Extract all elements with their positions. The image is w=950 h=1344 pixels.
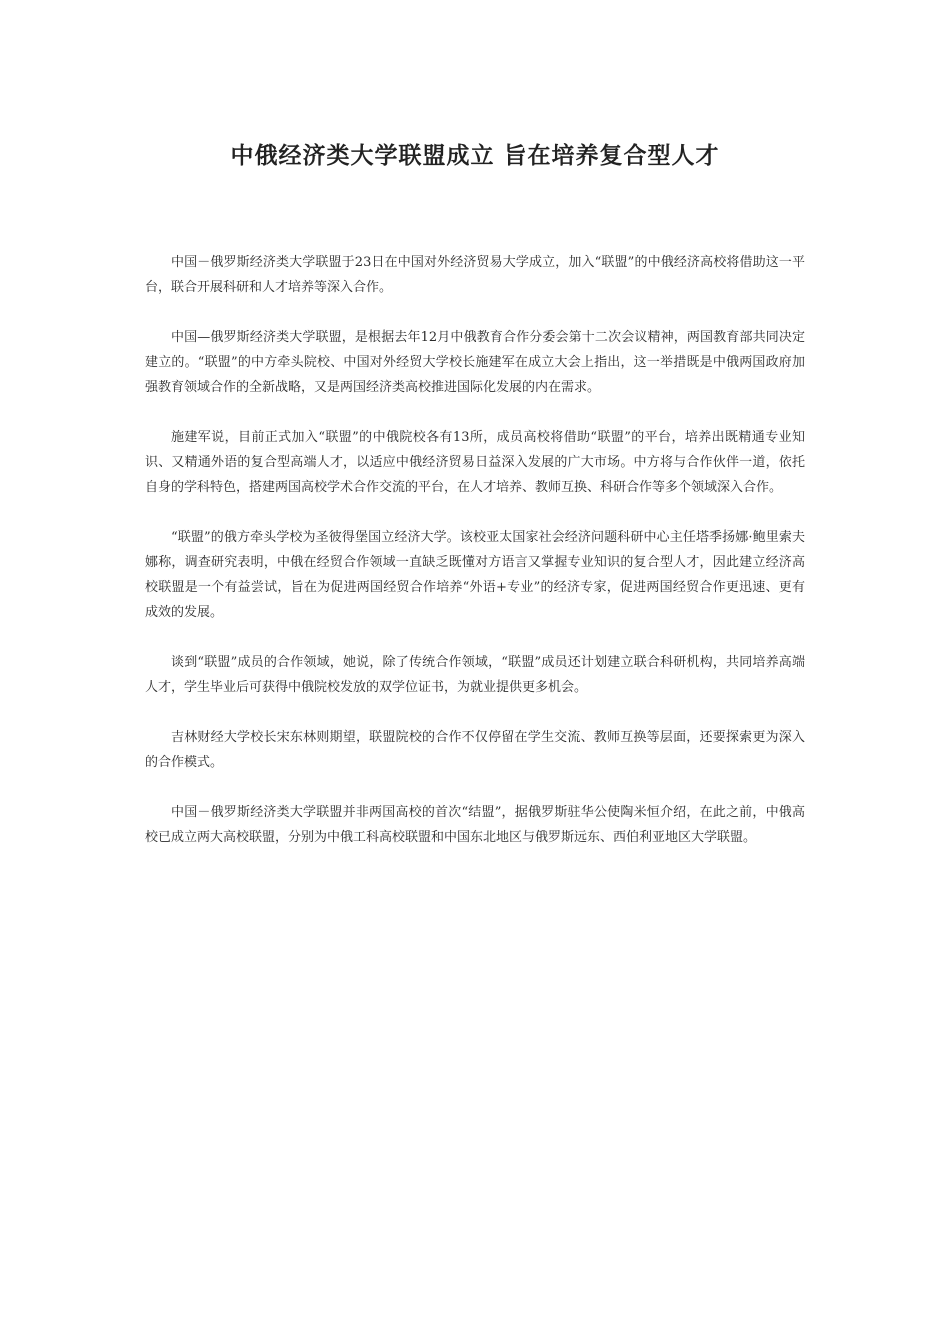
article-paragraph: 中国－俄罗斯经济类大学联盟于23日在中国对外经济贸易大学成立，加入“联盟”的中俄经济高校将借助这一平台，联合开展科研和人才培养等深入合作。 (145, 255, 805, 295)
article-paragraph: “联盟”的俄方牵头学校为圣彼得堡国立经济大学。该校亚太国家社会经济问题科研中心主任塔季扬娜·鲍里索夫娜称，调查研究表明，中俄在经贸合作领域一直缺乏既懂对方语言又掌握专业知识的复合型人才，因此建立经济高校联盟是一个有益尝试，旨在为促进两国经贸合作培养“外语+专业”的经济专家，促进两国经贸合作更迅速、更有成效的发展。 (145, 530, 805, 620)
article-paragraph: 中国－俄罗斯经济类大学联盟并非两国高校的首次“结盟”，据俄罗斯驻华公使陶米恒介绍，在此之前，中俄高校已成立两大高校联盟，分别为中俄工科高校联盟和中国东北地区与俄罗斯远东、西伯利亚地区大学联盟。 (145, 805, 805, 845)
article-paragraph: 谈到“联盟”成员的合作领域，她说，除了传统合作领域，“联盟”成员还计划建立联合科研机构，共同培养高端人才，学生毕业后可获得中俄院校发放的双学位证书，为就业提供更多机会。 (145, 655, 805, 695)
article-paragraph: 施建军说，目前正式加入“联盟”的中俄院校各有13所，成员高校将借助“联盟”的平台，培养出既精通专业知识、又精通外语的复合型高端人才，以适应中俄经济贸易日益深入发展的广大市场。中方将与合作伙伴一道，依托自身的学科特色，搭建两国高校学术合作交流的平台，在人才培养、教师互换、科研合作等多个领域深入合作。 (145, 430, 805, 495)
article-body (145, 250, 805, 875)
article-title: 中俄经济类大学联盟成立 旨在培养复合型人才 (230, 143, 720, 169)
article-paragraph: 吉林财经大学校长宋东林则期望，联盟院校的合作不仅停留在学生交流、教师互换等层面，还要探索更为深入的合作模式。 (145, 730, 805, 770)
article-paragraph: 中国—俄罗斯经济类大学联盟，是根据去年12月中俄教育合作分委会第十二次会议精神，两国教育部共同决定建立的。“联盟”的中方牵头院校、中国对外经贸大学校长施建军在成立大会上指出，这一举措既是中俄两国政府加强教育领域合作的全新战略，又是两国经济类高校推进国际化发展的内在需求。 (145, 330, 805, 395)
